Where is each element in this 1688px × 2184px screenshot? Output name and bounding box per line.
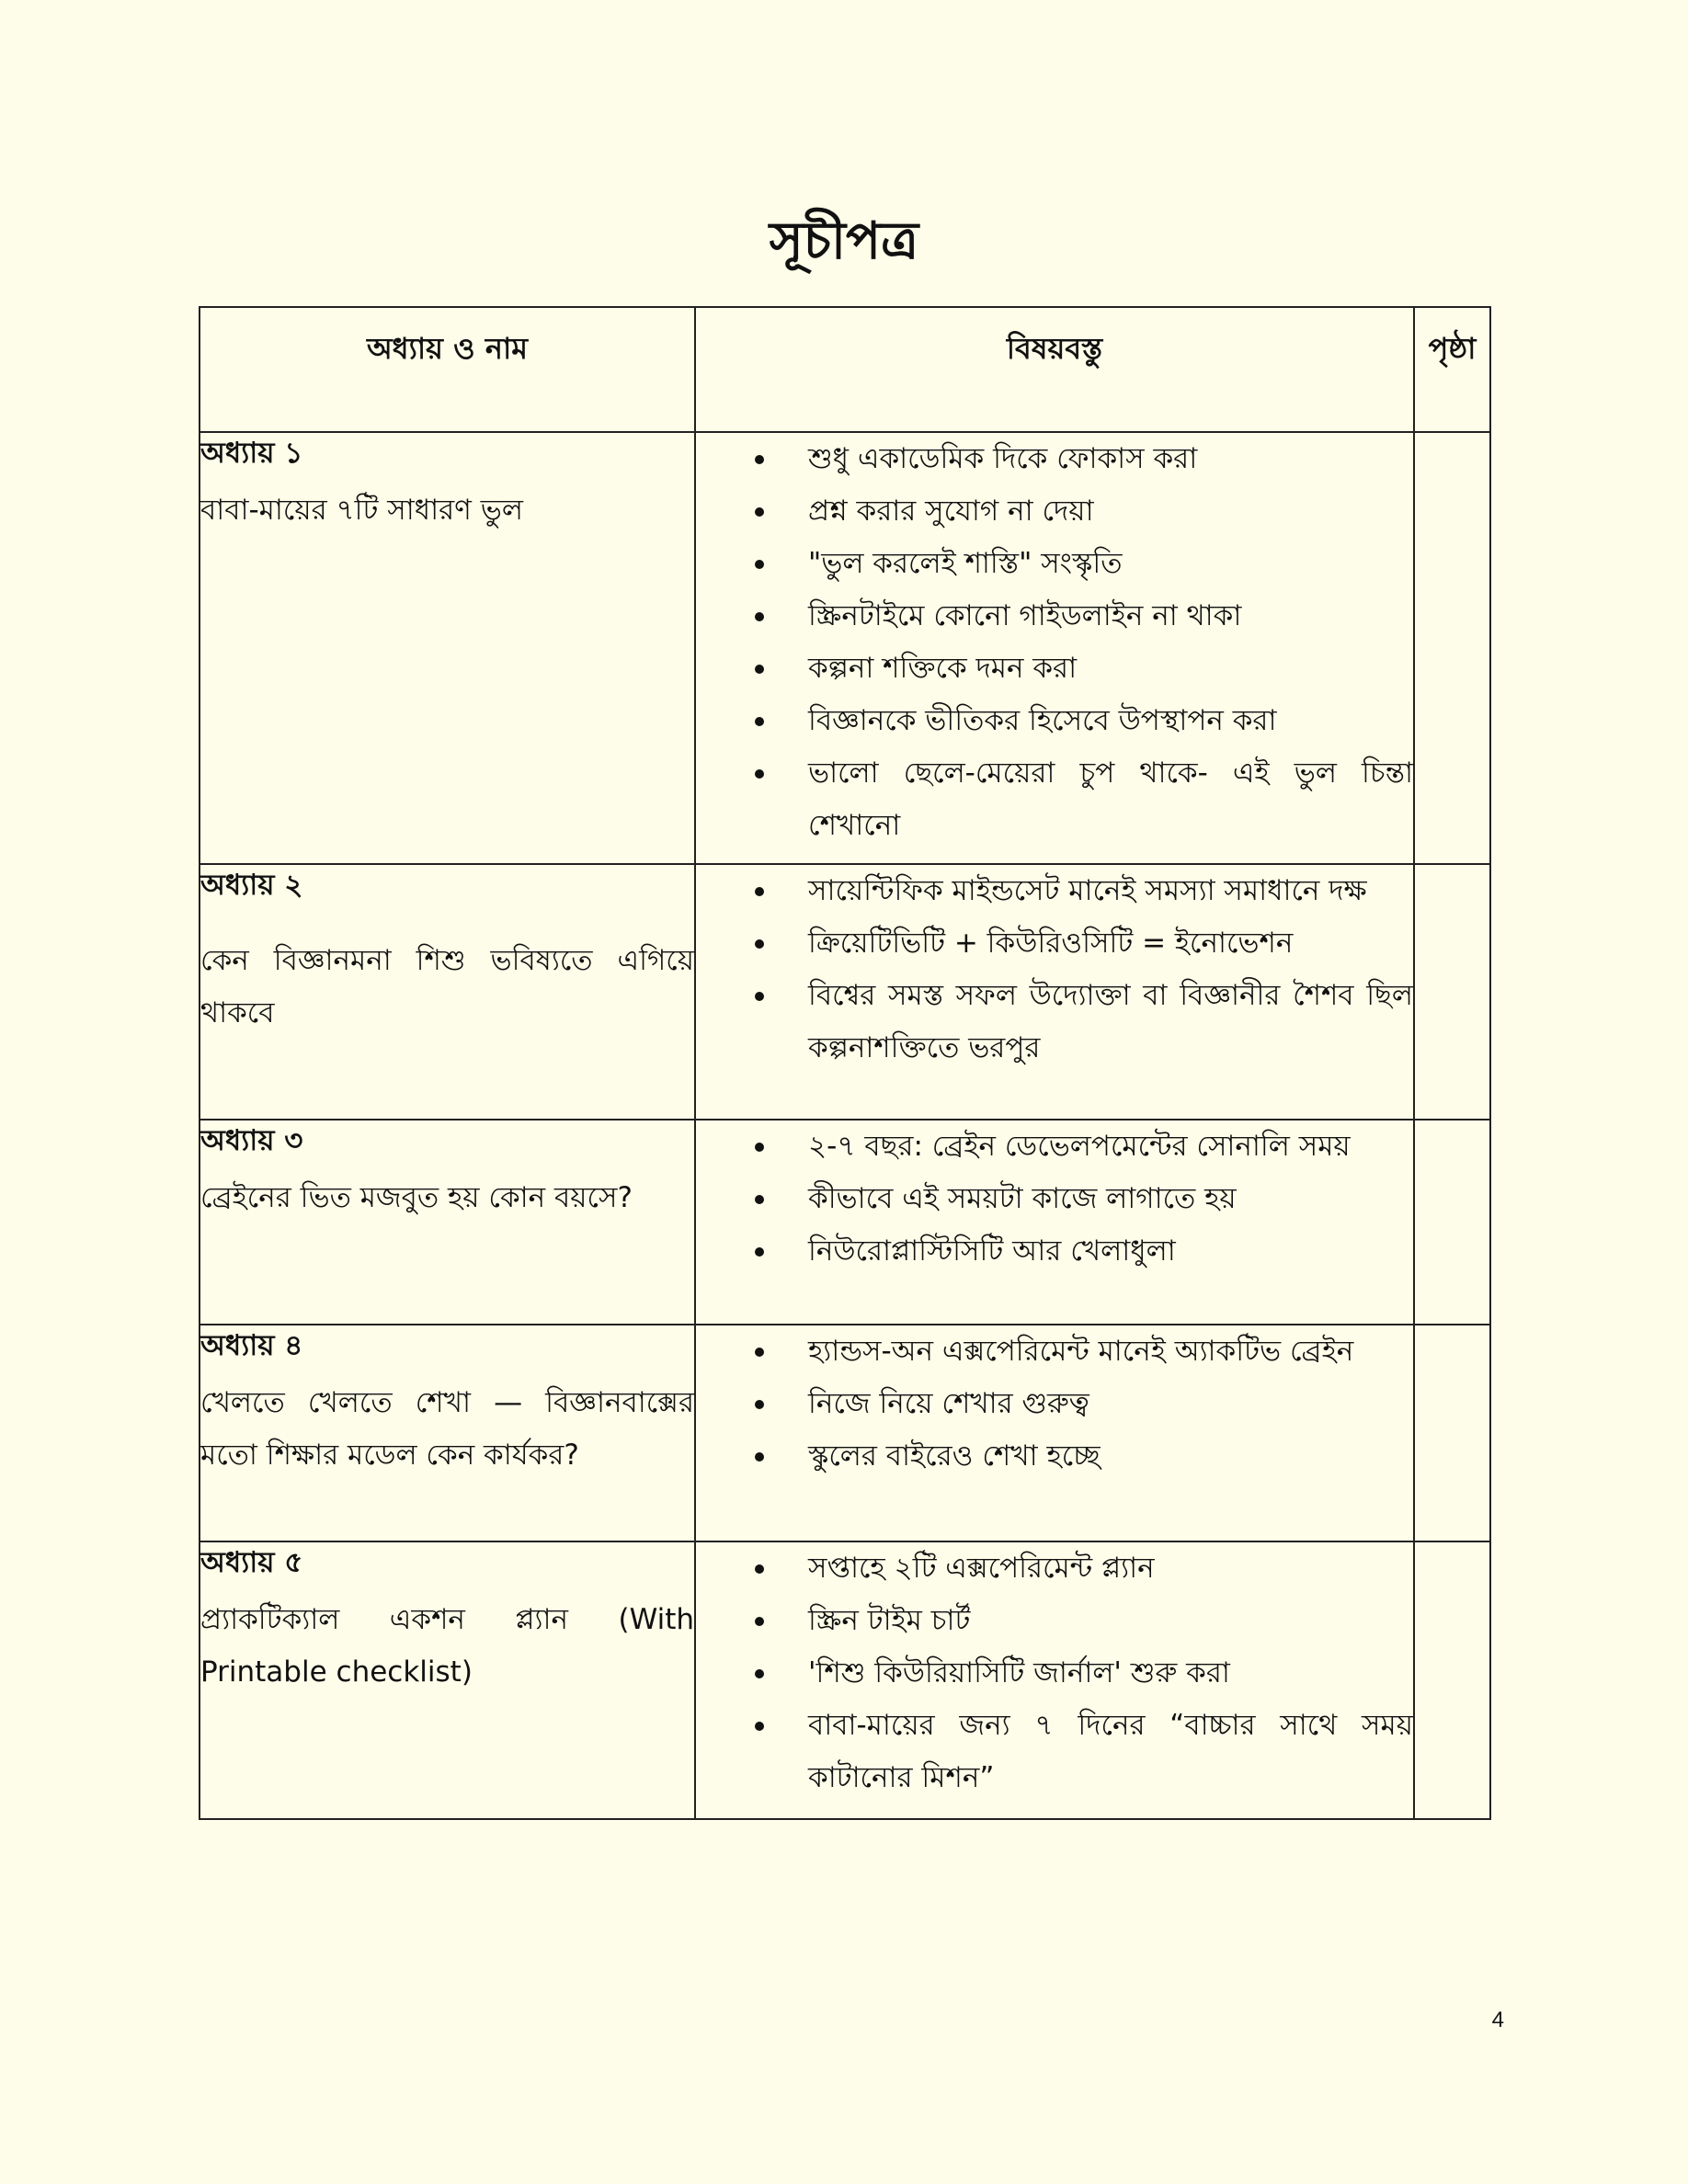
bullet-icon [755, 612, 764, 621]
list-item [696, 1430, 1413, 1483]
page-cell [1414, 432, 1490, 864]
topic-list [696, 865, 1413, 1075]
list-item [696, 1120, 1413, 1173]
list-item [696, 970, 1413, 1075]
page-number: 4 [1491, 2008, 1504, 2032]
list-item [696, 1378, 1413, 1430]
page-cell [1414, 864, 1490, 1120]
topic-text: কল্পনা শক্তিকে দমন করা [808, 652, 1078, 685]
list-item [696, 538, 1413, 590]
topic-text: বিজ্ঞানকে ভীতিকর হিসেবে উপস্থাপন করা [808, 704, 1277, 737]
bullet-icon [755, 560, 764, 569]
table-of-contents [199, 306, 1491, 1820]
bullet-icon [755, 507, 764, 517]
list-item [696, 695, 1413, 747]
bullet-icon [755, 1247, 764, 1257]
bullet-icon [755, 665, 764, 674]
bullet-icon [755, 939, 764, 949]
topic-text: হ্যান্ডস-অন এক্সপেরিমেন্ট মানেই অ্যাকটিভ ব্রেইন [808, 1335, 1354, 1368]
bullet-icon [755, 1669, 764, 1678]
table-row [200, 1541, 1490, 1819]
bullet-icon [755, 1400, 764, 1409]
topic-list [696, 433, 1413, 852]
topic-text: বিশ্বের সমস্ত সফল উদ্যোক্তা বা বিজ্ঞানীর শৈশব ছিল কল্পনাশক্তিতে ভরপুর [808, 979, 1413, 1064]
page-title: সূচীপত্র [769, 211, 919, 271]
table-row [200, 432, 1490, 864]
chapter-name: ব্রেইনের ভিত মজবুত হয় কোন বয়সে? [200, 1181, 633, 1214]
header-page: পৃষ্ঠা [1414, 307, 1490, 432]
topic-text: সপ্তাহে ২টি এক্সপেরিমেন্ট প্ল্যান [808, 1552, 1155, 1585]
chapter-cell [200, 1325, 695, 1541]
bullet-icon [755, 1348, 764, 1357]
topic-text: ক্রিয়েটিভিটি + কিউরিওসিটি = ইনোভেশন [808, 927, 1294, 960]
list-item [696, 590, 1413, 643]
bullet-icon [755, 1195, 764, 1204]
list-item [696, 643, 1413, 695]
bullet-icon [755, 1143, 764, 1152]
content-cell [695, 1541, 1414, 1819]
topic-text: কীভাবে এই সময়টা কাজে লাগাতে হয় [808, 1182, 1237, 1215]
list-item [696, 1595, 1413, 1647]
chapter-number: অধ্যায় ৩ [200, 1124, 303, 1157]
list-item [696, 1225, 1413, 1278]
list-item [696, 1700, 1413, 1804]
topic-text: প্রশ্ন করার সুযোগ না দেয়া [808, 495, 1094, 528]
list-item [696, 747, 1413, 852]
topic-text: ২-৭ বছর: ব্রেইন ডেভেলপমেন্টের সোনালি সময় [808, 1130, 1351, 1163]
table-row [200, 1325, 1490, 1541]
content-cell [695, 432, 1414, 864]
header-content: বিষয়বস্তু [695, 307, 1414, 432]
content-cell [695, 1325, 1414, 1541]
chapter-number: অধ্যায় ৫ [200, 1546, 303, 1579]
page-cell [1414, 1325, 1490, 1541]
chapter-name: প্র্যাকটিক্যাল একশন প্ল্যান (With Printable checklist) [200, 1603, 694, 1689]
topic-text: স্ক্রিন টাইম চার্ট [808, 1604, 971, 1637]
list-item [696, 1647, 1413, 1700]
bullet-icon [755, 1564, 764, 1574]
topic-text: শুধু একাডেমিক দিকে ফোকাস করা [808, 442, 1198, 475]
page-cell [1414, 1120, 1490, 1325]
topic-list [696, 1542, 1413, 1804]
table-row [200, 1120, 1490, 1325]
topic-text: স্কুলের বাইরেও শেখা হচ্ছে [808, 1439, 1101, 1473]
chapter-name: বাবা-মায়ের ৭টি সাধারণ ভুল [200, 494, 523, 527]
topic-text: 'শিশু কিউরিয়াসিটি জার্নাল' শুরু করা [808, 1656, 1230, 1689]
chapter-name: খেলতে খেলতে শেখা — বিজ্ঞানবাক্সের মতো শিক্ষার মডেল কেন কার্যকর? [200, 1386, 694, 1472]
table-header-row [200, 307, 1490, 432]
chapter-cell [200, 1541, 695, 1819]
topic-list [696, 1325, 1413, 1483]
topic-text: "ভুল করলেই শাস্তি" সংস্কৃতি [808, 547, 1123, 580]
content-cell [695, 864, 1414, 1120]
bullet-icon [755, 455, 764, 464]
bullet-icon [755, 769, 764, 779]
topic-text: নিজে নিয়ে শেখার গুরুত্ব [808, 1387, 1089, 1420]
bullet-icon [755, 992, 764, 1001]
chapter-cell [200, 864, 695, 1120]
chapter-name: কেন বিজ্ঞানমনা শিশু ভবিষ্যতে এগিয়ে থাকবে [200, 944, 694, 1029]
table-row [200, 864, 1490, 1120]
chapter-number: অধ্যায় ২ [200, 869, 303, 902]
chapter-number: অধ্যায় ৪ [200, 1329, 303, 1362]
list-item [696, 485, 1413, 538]
topic-text: সায়েন্টিফিক মাইন্ডসেট মানেই সমস্যা সমাধানে দক্ষ [808, 874, 1367, 907]
bullet-icon [755, 1617, 764, 1626]
list-item [696, 1325, 1413, 1378]
bullet-icon [755, 1452, 764, 1462]
topic-text: ভালো ছেলে-মেয়েরা চুপ থাকে- এই ভুল চিন্তা শেখানো [808, 756, 1413, 842]
list-item [696, 1542, 1413, 1595]
header-chapter: অধ্যায় ও নাম [200, 307, 695, 432]
chapter-number: অধ্যায় ১ [200, 437, 303, 470]
chapter-cell [200, 1120, 695, 1325]
bullet-icon [755, 1722, 764, 1731]
page-cell [1414, 1541, 1490, 1819]
topic-text: বাবা-মায়ের জন্য ৭ দিনের “বাচ্চার সাথে সময় কাটানোর মিশন” [808, 1709, 1413, 1794]
chapter-cell [200, 432, 695, 864]
bullet-icon [755, 887, 764, 896]
list-item [696, 917, 1413, 970]
topic-text: স্ক্রিনটাইমে কোনো গাইডলাইন না থাকা [808, 599, 1242, 632]
list-item [696, 433, 1413, 485]
list-item [696, 1173, 1413, 1225]
topic-list [696, 1120, 1413, 1278]
bullet-icon [755, 717, 764, 726]
list-item [696, 865, 1413, 917]
topic-text: নিউরোপ্লাস্টিসিটি আর খেলাধুলা [808, 1234, 1176, 1268]
content-cell [695, 1120, 1414, 1325]
